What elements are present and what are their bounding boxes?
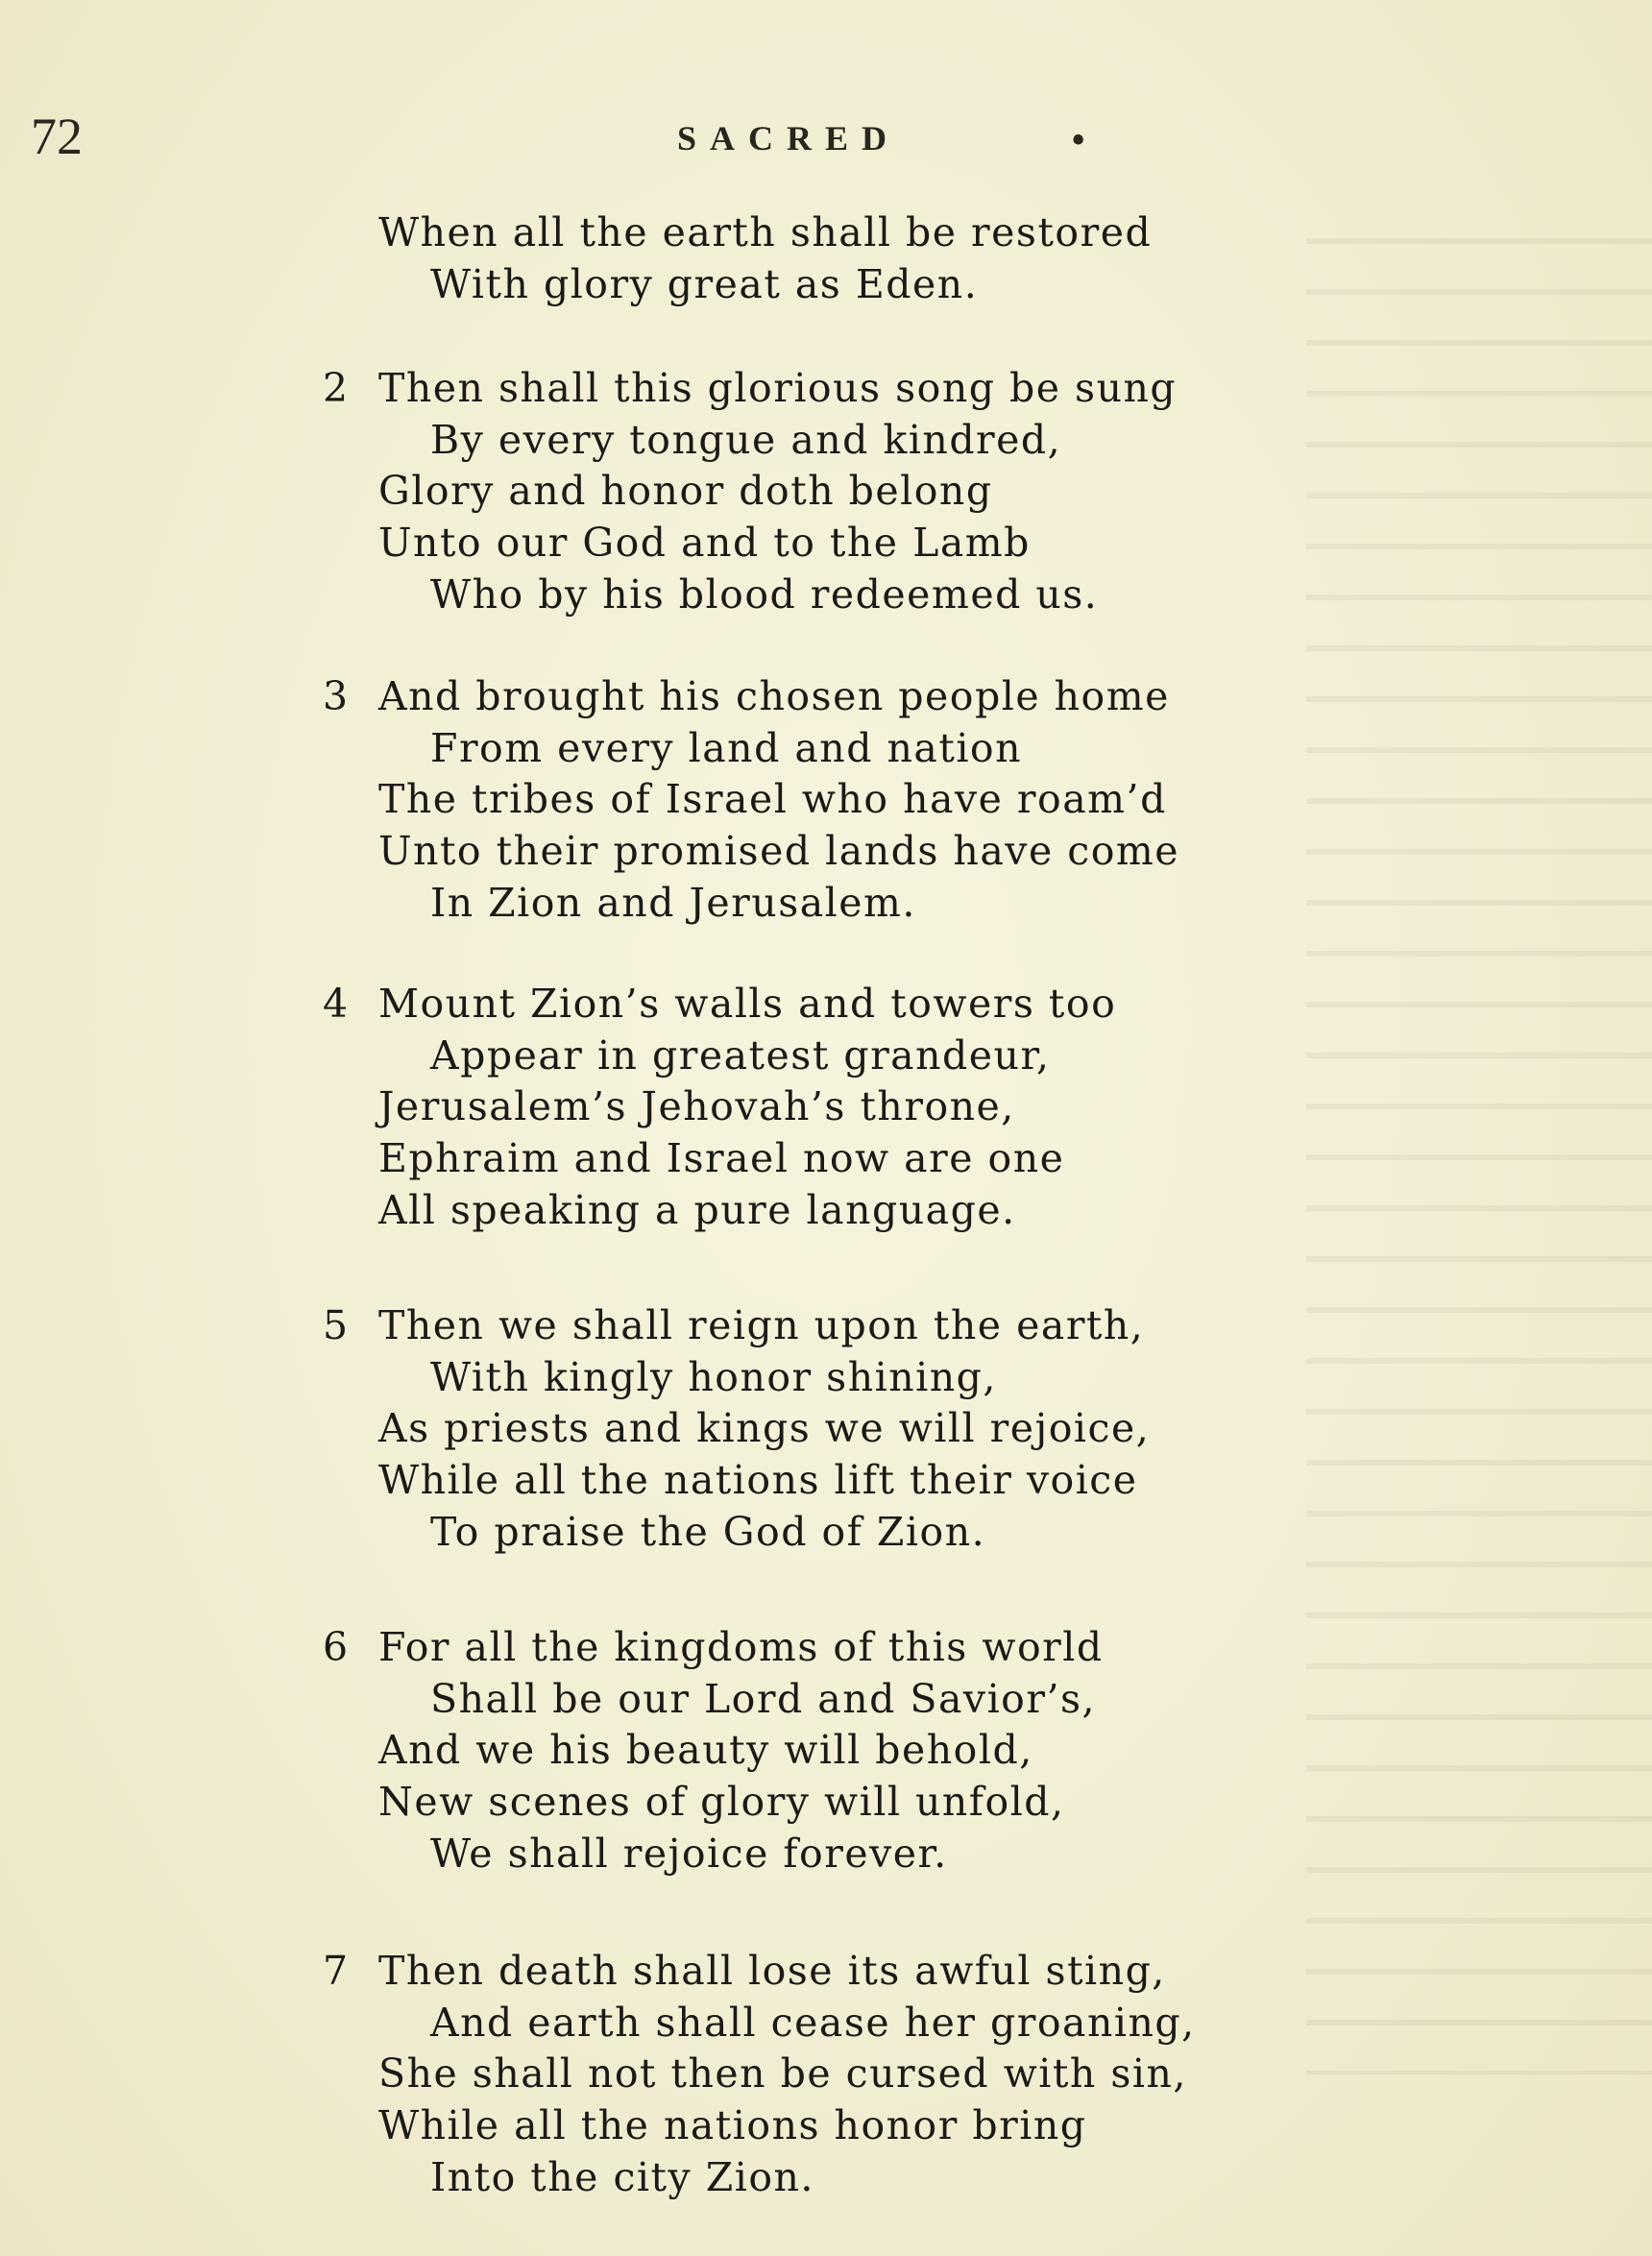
verse-line: Unto their promised lands have come — [378, 828, 1180, 874]
verse-line: From every land and nation — [430, 725, 1023, 771]
verse-number: 4 — [323, 981, 349, 1027]
verse-line: And we his beauty will behold, — [378, 1727, 1033, 1773]
verse-line: All speaking a pure language. — [378, 1187, 1016, 1233]
verse-line: In Zion and Jerusalem. — [430, 880, 916, 926]
verse-line: Then we shall reign upon the earth, — [378, 1302, 1145, 1348]
page-number: 72 — [31, 108, 83, 165]
verse-line: Appear in greatest grandeur, — [430, 1032, 1051, 1079]
verse-line: The tribes of Israel who have roam’d — [378, 776, 1167, 822]
bleed-through-texture — [1306, 202, 1652, 2074]
verse-number: 2 — [323, 365, 349, 411]
verse-line: And brought his chosen people home — [378, 673, 1170, 719]
verse-line: While all the nations honor bring — [378, 2102, 1087, 2148]
verse-number: 3 — [323, 673, 349, 719]
verse-line: New scenes of glory will unfold, — [378, 1779, 1065, 1825]
verse-number: 5 — [323, 1302, 349, 1348]
verse-line: She shall not then be cursed with sin, — [378, 2050, 1187, 2097]
verse-line: To praise the God of Zion. — [430, 1509, 986, 1555]
verse-line: As priests and kings we will rejoice, — [378, 1405, 1151, 1451]
verse-line: And earth shall cease her groaning, — [430, 2000, 1196, 2046]
verse-line: When all the earth shall be restored — [378, 209, 1153, 255]
verse-line: Into the city Zion. — [430, 2154, 814, 2200]
verse-line: For all the kingdoms of this world — [378, 1624, 1104, 1670]
verse-line: Then shall this glorious song be sung — [378, 365, 1178, 411]
verse-line: Glory and honor doth belong — [378, 468, 993, 514]
verse-line: Then death shall lose its awful sting, — [378, 1948, 1166, 1994]
verse-number: 7 — [323, 1948, 349, 1994]
verse-line: Shall be our Lord and Savior’s, — [430, 1676, 1097, 1722]
verse-line: Ephraim and Israel now are one — [378, 1135, 1065, 1181]
verse-line: With glory great as Eden. — [430, 261, 979, 307]
running-head: SACRED — [677, 119, 901, 158]
verse-line: While all the nations lift their voice — [378, 1457, 1138, 1503]
verse-line: By every tongue and kindred, — [430, 417, 1062, 463]
verse-line: Jerusalem’s Jehovah’s throne, — [378, 1083, 1015, 1129]
header-ornament: • — [1068, 122, 1089, 161]
verse-line: With kingly honor shining, — [430, 1354, 997, 1400]
verse-line: Mount Zion’s walls and towers too — [378, 981, 1117, 1027]
verse-line: Unto our God and to the Lamb — [378, 520, 1031, 566]
verse-line: Who by his blood redeemed us. — [430, 571, 1099, 618]
verse-line: We shall rejoice forever. — [430, 1831, 948, 1877]
verse-number: 6 — [323, 1624, 349, 1670]
